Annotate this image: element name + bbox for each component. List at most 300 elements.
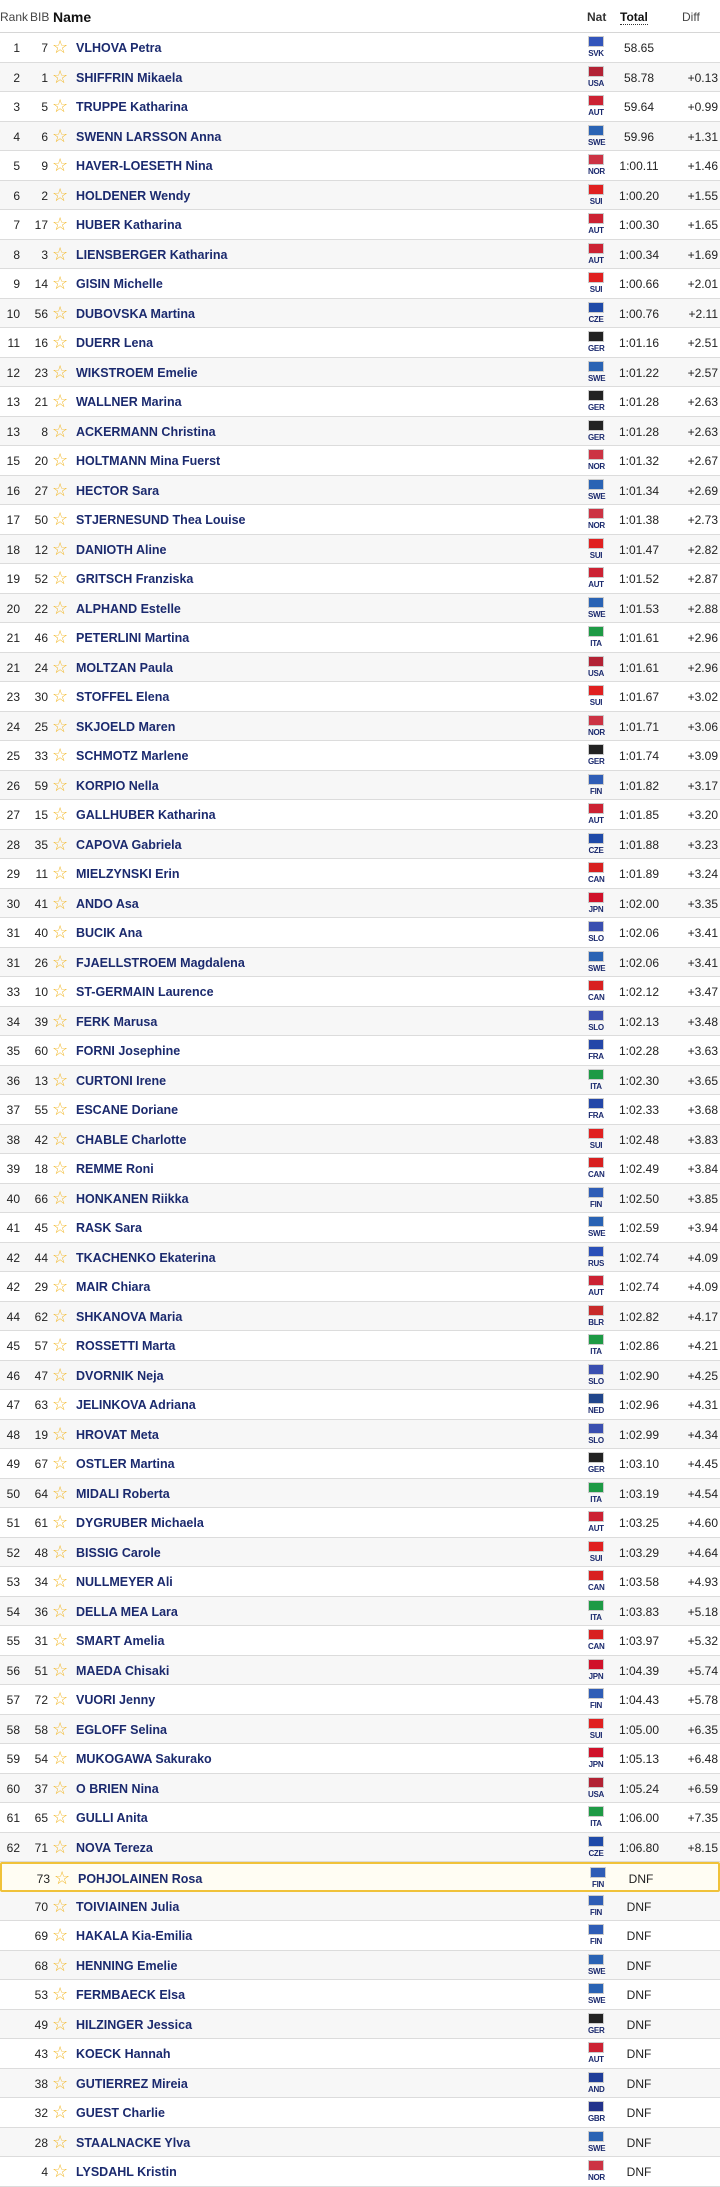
flag-swatch xyxy=(588,1275,604,1286)
nation-code: GBR xyxy=(588,2114,605,2123)
favorite-star-icon[interactable]: ☆ xyxy=(52,1718,69,1739)
rank-cell: 61 xyxy=(6,1811,20,1825)
athlete-name-link[interactable]: HOLTMANN Mina Fuerst xyxy=(76,454,221,468)
favorite-star-icon[interactable]: ☆ xyxy=(52,951,69,972)
total-time-cell: 1:01.88 xyxy=(618,837,660,852)
table-row[interactable] xyxy=(0,1154,720,1184)
favorite-star-icon[interactable]: ☆ xyxy=(52,509,69,529)
athlete-name-link[interactable]: WALLNER Marina xyxy=(76,395,182,409)
athlete-name-link[interactable]: CURTONI Irene xyxy=(76,1073,167,1088)
athlete-name-link[interactable]: TRUPPE Katharina xyxy=(76,100,188,114)
total-column-header[interactable]: Total xyxy=(620,10,648,24)
bib-cell: 48 xyxy=(34,1545,48,1560)
favorite-star-icon[interactable]: ☆ xyxy=(52,1335,69,1355)
total-time-cell: 1:02.06 xyxy=(618,955,660,970)
table-row[interactable] xyxy=(0,505,720,535)
favorite-star-icon[interactable]: ☆ xyxy=(52,1659,69,1680)
athlete-name-link[interactable]: HONKANEN Riikka xyxy=(76,1191,189,1206)
athlete-name-link[interactable]: GUEST Charlie xyxy=(76,2106,165,2120)
favorite-star-icon[interactable]: ☆ xyxy=(52,361,69,382)
rank-cell: 23 xyxy=(6,690,20,704)
bib-cell: 36 xyxy=(34,1604,48,1619)
favorite-star-icon[interactable]: ☆ xyxy=(52,1158,69,1178)
total-time-cell: 1:01.52 xyxy=(618,572,660,586)
table-row[interactable] xyxy=(0,1213,720,1243)
athlete-name-link[interactable]: GRITSCH Franziska xyxy=(76,572,194,586)
table-row[interactable] xyxy=(0,269,720,299)
total-time-cell: 1:01.16 xyxy=(618,336,660,350)
favorite-star-icon[interactable]: ☆ xyxy=(52,833,69,854)
table-row[interactable] xyxy=(0,2069,720,2099)
table-row[interactable] xyxy=(0,1656,720,1686)
diff-cell: +3.35 xyxy=(687,896,718,911)
favorite-star-icon[interactable]: ☆ xyxy=(52,1276,69,1296)
favorite-star-icon[interactable]: ☆ xyxy=(52,1512,69,1532)
favorite-star-icon[interactable]: ☆ xyxy=(52,450,69,470)
favorite-star-icon[interactable]: ☆ xyxy=(52,1748,69,1768)
diff-cell: +4.21 xyxy=(687,1339,718,1353)
athlete-name-link[interactable]: EGLOFF Selina xyxy=(76,1722,167,1737)
favorite-star-icon[interactable]: ☆ xyxy=(52,892,69,913)
table-row[interactable] xyxy=(0,1980,720,2010)
rank-cell: 13 xyxy=(6,395,20,409)
athlete-name-link[interactable]: TKACHENKO Ekaterina xyxy=(76,1250,216,1265)
table-row[interactable] xyxy=(0,800,720,830)
athlete-name-link[interactable]: PETERLINI Martina xyxy=(76,631,190,645)
name-column-header[interactable]: Name xyxy=(53,9,92,25)
favorite-star-icon[interactable]: ☆ xyxy=(52,745,69,765)
table-row[interactable] xyxy=(0,623,720,653)
favorite-star-icon[interactable]: ☆ xyxy=(52,1571,69,1591)
table-row[interactable] xyxy=(0,1803,720,1833)
athlete-name-link[interactable]: SWENN LARSSON Anna xyxy=(76,129,222,144)
favorite-star-icon[interactable]: ☆ xyxy=(52,2043,69,2063)
athlete-name-link[interactable]: HENNING Emelie xyxy=(76,1958,178,1973)
table-row[interactable] xyxy=(0,1597,720,1627)
nation-code: AUT xyxy=(588,2055,604,2064)
table-row[interactable] xyxy=(0,1479,720,1509)
total-time-cell: 1:02.30 xyxy=(618,1073,660,1088)
table-row[interactable] xyxy=(0,564,720,594)
favorite-star-icon[interactable]: ☆ xyxy=(52,1895,69,1916)
table-row[interactable] xyxy=(0,33,720,63)
favorite-star-icon[interactable]: ☆ xyxy=(52,1040,69,1060)
table-row[interactable] xyxy=(0,476,720,506)
rank-cell: 5 xyxy=(13,159,20,173)
athlete-name-link[interactable]: VLHOVA Petra xyxy=(76,41,162,55)
favorite-star-icon[interactable]: ☆ xyxy=(52,1482,69,1503)
table-row[interactable] xyxy=(0,328,720,358)
table-row[interactable] xyxy=(0,181,720,211)
table-row[interactable] xyxy=(0,358,720,388)
athlete-name-link[interactable]: STJERNESUND Thea Louise xyxy=(76,513,246,527)
total-time-cell: DNF xyxy=(626,1899,652,1914)
athlete-name-link[interactable]: O BRIEN Nina xyxy=(76,1781,159,1796)
table-row[interactable] xyxy=(0,712,720,742)
athlete-name-link[interactable]: SHIFFRIN Mikaela xyxy=(76,70,183,85)
rank-cell: 7 xyxy=(13,218,20,232)
athlete-name-link[interactable]: ACKERMANN Christina xyxy=(76,424,216,439)
table-row[interactable] xyxy=(0,2128,720,2158)
favorite-star-icon[interactable]: ☆ xyxy=(52,2102,69,2122)
athlete-name-link[interactable]: REMME Roni xyxy=(76,1162,154,1176)
athlete-name-link[interactable]: WIKSTROEM Emelie xyxy=(76,365,198,380)
table-row[interactable] xyxy=(0,299,720,329)
total-time-cell: 1:03.97 xyxy=(618,1634,660,1648)
bib-cell: 43 xyxy=(34,2047,48,2061)
table-row[interactable] xyxy=(0,1567,720,1597)
athlete-name-link[interactable]: MOLTZAN Paula xyxy=(76,660,173,675)
athlete-name-link[interactable]: NULLMEYER Ali xyxy=(76,1575,173,1589)
bib-cell: 33 xyxy=(34,749,48,763)
favorite-star-icon[interactable]: ☆ xyxy=(52,1423,69,1444)
table-row[interactable] xyxy=(0,653,720,683)
table-row[interactable] xyxy=(0,771,720,801)
favorite-star-icon[interactable]: ☆ xyxy=(52,214,69,234)
flag-swatch xyxy=(588,1541,604,1552)
table-row[interactable] xyxy=(0,1715,720,1745)
favorite-star-icon[interactable]: ☆ xyxy=(52,627,69,647)
nation-flag-icon xyxy=(588,361,604,383)
favorite-star-icon[interactable]: ☆ xyxy=(52,1099,69,1119)
athlete-name-link[interactable]: LIENSBERGER Katharina xyxy=(76,247,228,262)
table-row[interactable] xyxy=(0,1184,720,1214)
favorite-star-icon[interactable]: ☆ xyxy=(52,538,69,559)
athlete-name-link[interactable]: HECTOR Sara xyxy=(76,483,160,498)
athlete-name-link[interactable]: GUTIERREZ Mireia xyxy=(76,2076,188,2091)
nation-flag-icon xyxy=(588,1039,604,1061)
favorite-star-icon[interactable]: ☆ xyxy=(52,1807,69,1827)
total-time-cell: 1:01.38 xyxy=(618,513,660,527)
favorite-star-icon[interactable]: ☆ xyxy=(52,656,69,677)
table-row[interactable] xyxy=(0,122,720,152)
total-time-cell: 1:02.99 xyxy=(618,1427,660,1442)
athlete-name-link[interactable]: SCHMOTZ Marlene xyxy=(76,749,189,763)
nation-flag-icon xyxy=(588,1275,604,1297)
athlete-name-link[interactable]: FJAELLSTROEM Magdalena xyxy=(76,955,245,970)
table-row[interactable] xyxy=(0,63,720,93)
total-time-cell: 1:02.50 xyxy=(618,1191,660,1206)
table-row[interactable] xyxy=(0,240,720,270)
athlete-name-link[interactable]: SHKANOVA Maria xyxy=(76,1309,183,1324)
bib-cell: 60 xyxy=(34,1044,48,1058)
table-row[interactable] xyxy=(0,830,720,860)
diff-cell: +3.02 xyxy=(687,690,718,704)
rank-cell: 33 xyxy=(6,985,20,999)
table-row[interactable] xyxy=(0,1007,720,1037)
athlete-name-link[interactable]: JELINKOVA Adriana xyxy=(76,1398,196,1412)
favorite-star-icon[interactable]: ☆ xyxy=(52,1246,69,1267)
favorite-star-icon[interactable]: ☆ xyxy=(52,243,69,264)
rank-cell: 50 xyxy=(6,1486,20,1501)
favorite-star-icon[interactable]: ☆ xyxy=(52,1394,69,1414)
favorite-star-icon[interactable]: ☆ xyxy=(52,479,69,500)
rank-column-header[interactable]: Rank xyxy=(0,10,29,24)
table-row[interactable] xyxy=(0,1243,720,1273)
athlete-name-link[interactable]: GULLI Anita xyxy=(76,1811,148,1825)
nation-code: GER xyxy=(588,2025,605,2035)
athlete-name-link[interactable]: HILZINGER Jessica xyxy=(76,2017,193,2032)
athlete-name-link[interactable]: HOLDENER Wendy xyxy=(76,188,191,203)
favorite-star-icon[interactable]: ☆ xyxy=(52,66,69,87)
favorite-star-icon[interactable]: ☆ xyxy=(52,863,69,883)
nation-code: FIN xyxy=(592,1880,604,1889)
favorite-star-icon[interactable]: ☆ xyxy=(54,1868,71,1888)
table-row[interactable] xyxy=(0,92,720,122)
athlete-name-link[interactable]: FERMBAECK Elsa xyxy=(76,1988,186,2002)
athlete-name-link[interactable]: KORPIO Nella xyxy=(76,778,159,793)
athlete-name-link[interactable]: MUKOGAWA Sakurako xyxy=(76,1752,212,1766)
table-row[interactable] xyxy=(0,1331,720,1361)
diff-cell: +2.73 xyxy=(687,513,718,527)
rank-cell: 16 xyxy=(6,483,20,498)
favorite-star-icon[interactable]: ☆ xyxy=(52,715,69,736)
flag-swatch xyxy=(588,597,604,608)
table-row[interactable] xyxy=(0,2098,720,2128)
rank-cell: 54 xyxy=(6,1604,20,1619)
table-row[interactable] xyxy=(0,918,720,948)
total-time-cell: 1:06.00 xyxy=(618,1811,660,1825)
favorite-star-icon[interactable]: ☆ xyxy=(52,302,69,323)
total-time-cell: 1:02.96 xyxy=(618,1398,660,1412)
athlete-name-link[interactable]: STOFFEL Elena xyxy=(76,690,170,704)
table-row[interactable] xyxy=(0,1125,720,1155)
table-row[interactable] xyxy=(0,1921,720,1951)
nation-code: SWE xyxy=(588,963,606,973)
table-row[interactable] xyxy=(0,1036,720,1066)
favorite-star-icon[interactable]: ☆ xyxy=(52,1010,69,1031)
favorite-star-icon[interactable]: ☆ xyxy=(52,597,69,618)
athlete-name-link[interactable]: GISIN Michelle xyxy=(76,277,163,291)
flag-swatch xyxy=(588,1010,604,1021)
table-row[interactable] xyxy=(0,1744,720,1774)
bib-cell: 28 xyxy=(34,2135,48,2150)
favorite-star-icon[interactable]: ☆ xyxy=(52,1600,69,1621)
athlete-name-link[interactable]: DANIOTH Aline xyxy=(76,542,167,557)
athlete-name-link[interactable]: HROVAT Meta xyxy=(76,1427,159,1442)
table-row[interactable] xyxy=(0,1626,720,1656)
table-row[interactable] xyxy=(0,948,720,978)
table-row[interactable] xyxy=(0,594,720,624)
favorite-star-icon[interactable]: ☆ xyxy=(52,774,69,795)
table-row[interactable] xyxy=(0,1302,720,1332)
athlete-name-link[interactable]: CHABLE Charlotte xyxy=(76,1132,187,1147)
favorite-star-icon[interactable]: ☆ xyxy=(52,2072,69,2093)
bib-cell: 44 xyxy=(34,1250,48,1265)
total-time-cell: DNF xyxy=(626,1929,652,1943)
athlete-name-link[interactable]: OSTLER Martina xyxy=(76,1457,175,1471)
total-time-cell: 1:01.61 xyxy=(618,631,660,645)
bib-cell: 3 xyxy=(41,247,48,262)
athlete-name-link[interactable]: TOIVIAINEN Julia xyxy=(76,1899,180,1914)
favorite-star-icon[interactable]: ☆ xyxy=(52,1187,69,1208)
athlete-name-link[interactable]: HAKALA Kia-Emilia xyxy=(76,1929,193,1943)
total-time-cell: 1:01.22 xyxy=(618,365,660,380)
favorite-star-icon[interactable]: ☆ xyxy=(52,1217,69,1237)
nation-flag-icon xyxy=(588,479,604,501)
favorite-star-icon[interactable]: ☆ xyxy=(52,1364,69,1385)
favorite-star-icon[interactable]: ☆ xyxy=(52,686,69,706)
favorite-star-icon[interactable]: ☆ xyxy=(52,1925,69,1945)
table-row[interactable] xyxy=(0,859,720,889)
flag-swatch xyxy=(588,685,604,696)
athlete-name-link[interactable]: HAVER-LOESETH Nina xyxy=(76,159,213,173)
table-row[interactable] xyxy=(0,1774,720,1804)
nation-code: FIN xyxy=(590,1907,602,1917)
athlete-name-link[interactable]: BISSIG Carole xyxy=(76,1545,161,1560)
table-row[interactable] xyxy=(0,977,720,1007)
athlete-name-link[interactable]: MIDALI Roberta xyxy=(76,1486,170,1501)
table-row[interactable] xyxy=(0,1538,720,1568)
nation-code: NOR xyxy=(588,521,605,530)
table-row[interactable] xyxy=(0,741,720,771)
total-time-cell: 1:04.39 xyxy=(618,1663,660,1678)
bib-cell: 40 xyxy=(34,926,48,940)
table-row[interactable] xyxy=(0,1272,720,1302)
favorite-star-icon[interactable]: ☆ xyxy=(52,37,69,57)
athlete-name-link[interactable]: RASK Sara xyxy=(76,1221,142,1235)
athlete-name-link[interactable]: BUCIK Ana xyxy=(76,926,143,940)
favorite-star-icon[interactable]: ☆ xyxy=(52,2161,69,2181)
athlete-name-link[interactable]: LYSDAHL Kristin xyxy=(76,2165,177,2179)
table-row[interactable] xyxy=(0,2039,720,2069)
favorite-star-icon[interactable]: ☆ xyxy=(52,96,69,116)
table-row[interactable] xyxy=(0,1685,720,1715)
athlete-name-link[interactable]: SKJOELD Maren xyxy=(76,719,176,734)
favorite-star-icon[interactable]: ☆ xyxy=(52,1689,69,1709)
favorite-star-icon[interactable]: ☆ xyxy=(52,1453,69,1473)
favorite-star-icon[interactable]: ☆ xyxy=(52,2131,69,2152)
diff-cell: +2.96 xyxy=(687,660,718,675)
table-row[interactable] xyxy=(0,889,720,919)
athlete-name-link[interactable]: VUORI Jenny xyxy=(76,1693,156,1707)
athlete-name-link[interactable]: STAALNACKE Ylva xyxy=(76,2135,191,2150)
favorite-star-icon[interactable]: ☆ xyxy=(52,391,69,411)
table-row[interactable] xyxy=(0,535,720,565)
nation-flag-icon xyxy=(588,2131,604,2153)
diff-cell: +3.63 xyxy=(687,1044,718,1058)
table-row[interactable] xyxy=(0,1951,720,1981)
flag-swatch xyxy=(588,980,604,991)
table-row[interactable] xyxy=(0,151,720,181)
table-row[interactable] xyxy=(0,1833,720,1863)
table-row[interactable] xyxy=(0,1390,720,1420)
athlete-name-link[interactable]: KOECK Hannah xyxy=(76,2047,171,2061)
athlete-name-link[interactable]: CAPOVA Gabriela xyxy=(76,837,182,852)
athlete-name-link[interactable]: DELLA MEA Lara xyxy=(76,1604,178,1619)
table-row[interactable] xyxy=(0,387,720,417)
favorite-star-icon[interactable]: ☆ xyxy=(52,273,69,293)
athlete-name-link[interactable]: POHJOLAINEN Rosa xyxy=(78,1872,203,1886)
athlete-name-link[interactable]: ANDO Asa xyxy=(76,896,139,911)
athlete-name-link[interactable]: DVORNIK Neja xyxy=(76,1368,164,1383)
athlete-name-link[interactable]: MIELZYNSKI Erin xyxy=(76,867,180,881)
favorite-star-icon[interactable]: ☆ xyxy=(52,1954,69,1975)
favorite-star-icon[interactable]: ☆ xyxy=(52,1836,69,1857)
total-time-cell: 58.78 xyxy=(623,70,655,85)
athlete-name-link[interactable]: MAEDA Chisaki xyxy=(76,1663,170,1678)
favorite-star-icon[interactable]: ☆ xyxy=(52,1777,69,1798)
table-row[interactable] xyxy=(0,1862,720,1892)
nat-column-header[interactable]: Nat xyxy=(587,10,607,24)
athlete-name-link[interactable]: DUBOVSKA Martina xyxy=(76,306,195,321)
athlete-name-link[interactable]: ESCANE Doriane xyxy=(76,1103,179,1117)
athlete-name-link[interactable]: SMART Amelia xyxy=(76,1634,165,1648)
favorite-star-icon[interactable]: ☆ xyxy=(52,1630,69,1650)
total-time-cell: 59.96 xyxy=(623,129,655,144)
athlete-name-link[interactable]: FERK Marusa xyxy=(76,1014,158,1029)
favorite-star-icon[interactable]: ☆ xyxy=(52,332,69,352)
favorite-star-icon[interactable]: ☆ xyxy=(52,2013,69,2034)
table-row[interactable] xyxy=(0,417,720,447)
table-row[interactable] xyxy=(0,2010,720,2040)
table-row[interactable] xyxy=(0,1361,720,1391)
favorite-star-icon[interactable]: ☆ xyxy=(52,1069,69,1090)
nation-flag-icon xyxy=(588,1482,604,1504)
favorite-star-icon[interactable]: ☆ xyxy=(52,922,69,942)
total-time-cell: 1:02.12 xyxy=(618,985,660,999)
athlete-name-link[interactable]: NOVA Tereza xyxy=(76,1840,153,1855)
favorite-star-icon[interactable]: ☆ xyxy=(52,804,69,824)
table-row[interactable] xyxy=(0,1508,720,1538)
rank-cell: 34 xyxy=(6,1014,20,1029)
rank-cell: 55 xyxy=(6,1634,20,1648)
favorite-star-icon[interactable]: ☆ xyxy=(52,1305,69,1326)
flag-swatch xyxy=(588,1069,604,1080)
athlete-name-link[interactable]: DUERR Lena xyxy=(76,336,154,350)
diff-cell: +3.48 xyxy=(687,1014,718,1029)
athlete-name-link[interactable]: GALLHUBER Katharina xyxy=(76,808,216,822)
table-row[interactable] xyxy=(0,2157,720,2187)
favorite-star-icon[interactable]: ☆ xyxy=(52,1984,69,2004)
athlete-name-link[interactable]: ROSSETTI Marta xyxy=(76,1339,176,1353)
diff-cell: +0.99 xyxy=(687,100,718,114)
favorite-star-icon[interactable]: ☆ xyxy=(52,568,69,588)
nation-code: SLO xyxy=(588,934,604,943)
diff-column-header[interactable]: Diff xyxy=(682,10,700,24)
rank-cell: 36 xyxy=(6,1073,20,1088)
favorite-star-icon[interactable]: ☆ xyxy=(52,1541,69,1562)
table-row[interactable] xyxy=(0,1892,720,1922)
athlete-name-link[interactable]: HUBER Katharina xyxy=(76,218,182,232)
athlete-name-link[interactable]: ALPHAND Estelle xyxy=(76,601,181,616)
table-row[interactable] xyxy=(0,210,720,240)
athlete-name-link[interactable]: MAIR Chiara xyxy=(76,1280,151,1294)
athlete-name-link[interactable]: DYGRUBER Michaela xyxy=(76,1516,204,1530)
favorite-star-icon[interactable]: ☆ xyxy=(52,155,69,175)
favorite-star-icon[interactable]: ☆ xyxy=(52,125,69,146)
table-row[interactable] xyxy=(0,1449,720,1479)
nation-code: GER xyxy=(588,403,605,412)
bib-cell: 15 xyxy=(34,808,48,822)
athlete-name-link[interactable]: FORNI Josephine xyxy=(76,1044,181,1058)
favorite-star-icon[interactable]: ☆ xyxy=(52,981,69,1001)
favorite-star-icon[interactable]: ☆ xyxy=(52,420,69,441)
diff-cell: +3.83 xyxy=(687,1132,718,1147)
nation-flag-icon xyxy=(588,1216,604,1238)
bib-column-header[interactable]: BIB xyxy=(30,10,50,24)
favorite-star-icon[interactable]: ☆ xyxy=(52,184,69,205)
table-row[interactable] xyxy=(0,446,720,476)
athlete-name-link[interactable]: ST-GERMAIN Laurence xyxy=(76,985,214,999)
favorite-star-icon[interactable]: ☆ xyxy=(52,1128,69,1149)
table-row[interactable] xyxy=(0,1066,720,1096)
table-row[interactable] xyxy=(0,1420,720,1450)
diff-cell: +2.11 xyxy=(688,306,718,321)
total-time-cell: 1:02.00 xyxy=(618,896,660,911)
table-row[interactable] xyxy=(0,1095,720,1125)
table-row[interactable] xyxy=(0,682,720,712)
